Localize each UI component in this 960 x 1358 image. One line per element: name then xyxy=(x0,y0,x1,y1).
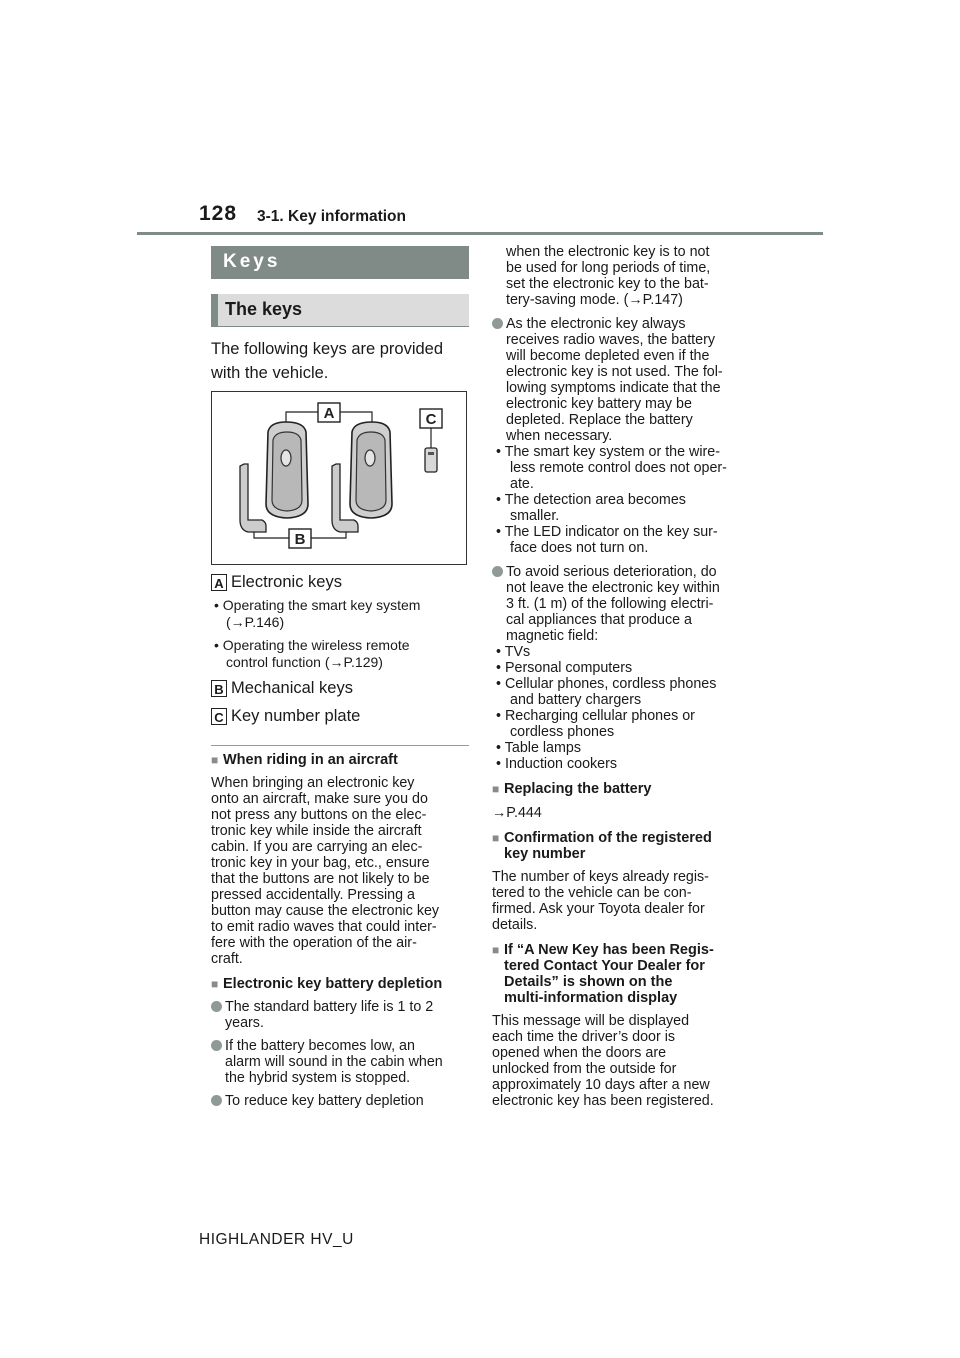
right-column xyxy=(492,244,762,1109)
header-rule xyxy=(137,232,823,235)
newkey-paragraph: This message will be displayed each time the driver’s door is opened when the doors are unlocked from the outside for approximately 10 days after a new electronic key has been registered. xyxy=(492,1013,714,1109)
aircraft-paragraph: When bringing an electronic key onto an aircraft, make sure you do not press any buttons on the elec- tronic key while inside the aircraft cabin. If you are carrying an elec- tronic key in your bag, etc., ensure that the buttons are not likely to be pressed accidentally. Pressing a button may cause the electronic key to emit radio waves that could inter- fere with the operation of the air- craft. xyxy=(211,775,440,967)
item-a-sub1: • Operating the smart key system (→P.146) xyxy=(214,597,421,630)
depletion-heading: ■ Electronic key battery depletion xyxy=(211,976,443,992)
label-box-c: C xyxy=(211,708,227,725)
item-c-text: Key number plate xyxy=(231,707,361,725)
depletion-point-4: As the electronic key always receives radio waves, the battery will become depleted even if the electronic key is not used. The fol- lowing symptoms indicate that the electronic key battery may be depleted. Replace the battery when necessary. • The smart key system or the wire- less remote control does not oper- ate. • The detection area becomes smaller. • The LED indicator on the key sur- face does not turn on. xyxy=(492,316,762,556)
confirm-paragraph: The number of keys already regis- tered to the vehicle can be con- firmed. Ask your Toyota dealer for details. xyxy=(492,869,709,933)
figure-label-b: B xyxy=(294,531,306,548)
depletion-point-1: The standard battery life is 1 to 2 years. xyxy=(211,999,473,1031)
item-a-sub2: • Operating the wireless remote control function (→P.129) xyxy=(214,637,410,670)
figure-label-c: C xyxy=(425,411,437,428)
main-heading: Keys xyxy=(223,251,281,272)
item-b-text: Mechanical keys xyxy=(231,679,353,697)
keys-illustration xyxy=(212,392,466,564)
page-number: 128 xyxy=(199,202,238,225)
footer-model: HIGHLANDER HV_U xyxy=(199,1231,354,1248)
item-c xyxy=(211,707,360,726)
item-a xyxy=(211,573,342,592)
divider xyxy=(211,745,469,746)
item-b xyxy=(211,679,353,698)
main-heading-bar xyxy=(211,246,469,279)
replace-ref: →P.444 xyxy=(492,805,542,821)
depletion-point-2: If the battery becomes low, an alarm will sound in the cabin when the hybrid system is stopped. xyxy=(211,1038,473,1086)
sub-heading-bar xyxy=(211,294,469,327)
left-column xyxy=(211,752,473,1109)
bullet-dot-icon xyxy=(492,318,503,329)
depletion-point-5: To avoid serious deterioration, do not leave the electronic key within 3 ft. (1 m) of the following electri- cal appliances that produce a magnetic field: • TVs • Personal computers • Cellular phones, cordless phones and battery chargers • Recharging cellular phones or cordless phones • Table lamps • Induction cookers xyxy=(492,564,762,772)
label-box-b: B xyxy=(211,680,227,697)
aircraft-heading: ■ When riding in an aircraft xyxy=(211,752,398,768)
figure-label-a: A xyxy=(323,405,335,422)
keys-figure xyxy=(211,391,467,565)
confirm-heading: ■ Confirmation of the registered key number xyxy=(492,830,712,862)
sub-heading: The keys xyxy=(225,299,303,319)
intro-text: The following keys are provided with the vehicle. xyxy=(211,340,444,382)
depletion-point-3: To reduce key battery depletion xyxy=(211,1093,473,1109)
bullet-dot-icon xyxy=(492,566,503,577)
item-a-text: Electronic keys xyxy=(231,573,342,591)
label-box-a: A xyxy=(211,574,227,591)
section-title: 3-1. Key information xyxy=(257,208,406,225)
bullet-dot-icon xyxy=(211,1095,222,1106)
newkey-heading: ■ If “A New Key has been Regis- tered Contact Your Dealer for Details” is shown on the multi-information display xyxy=(492,942,714,1006)
depletion-point-3-cont: when the electronic key is to not be used for long periods of time, set the electronic key to the bat- tery-saving mode. (→P.147) xyxy=(506,244,711,308)
replace-heading: ■ Replacing the battery xyxy=(492,781,652,797)
bullet-dot-icon xyxy=(211,1001,222,1012)
bullet-dot-icon xyxy=(211,1040,222,1051)
